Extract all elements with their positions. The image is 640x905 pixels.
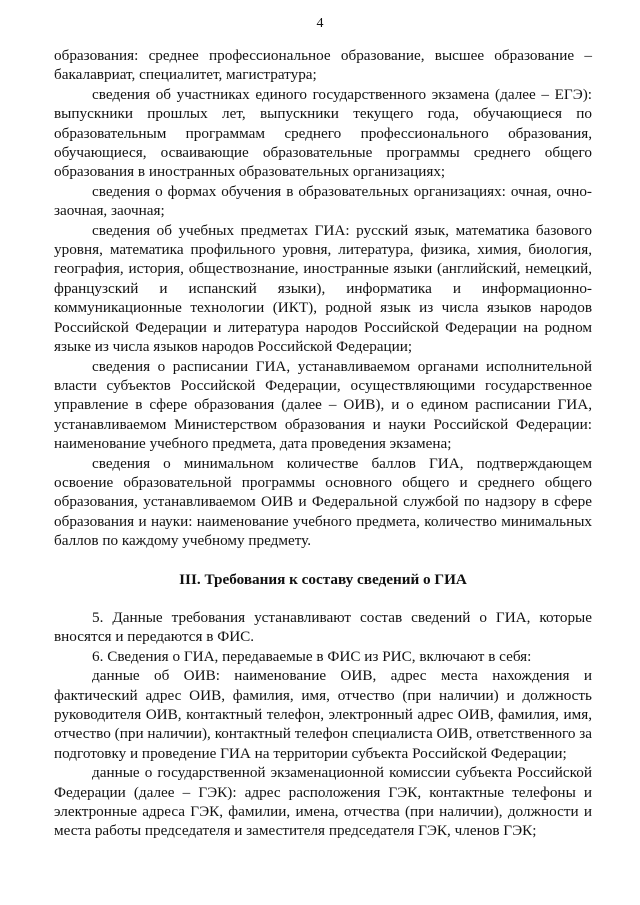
paragraph: сведения об учебных предметах ГИА: русский язык, математика базового уровня, математика профильного уровня, литература, физика, химия, биология, география, история, обществознание, иностранные языки (английский, немецкий, французский и испанский языки), информатика и информационно-коммуникационные технологии (ИКТ), родной язык из числа языков народов Российской Федерации и литература народов Российской Федерации на родном языке из числа языков народов Российской Федерации; xyxy=(54,221,592,356)
paragraph: 5. Данные требования устанавливают состав сведений о ГИА, которые вносятся и передаются в ФИС. xyxy=(54,608,592,646)
paragraph: сведения о минимальном количестве баллов ГИА, подтверждающем освоение образовательной программы основного общего и среднего общего образования, устанавливаемом ОИВ и Федеральной службой по надзору в сфере образования и науки: наименование учебного предмета, количество минимальных баллов по каждому учебному предмету. xyxy=(54,454,592,550)
paragraph: сведения об участниках единого государственного экзамена (далее – ЕГЭ): выпускники прошлых лет, выпускники текущего года, обучающиеся по образовательным программам среднего профессионального образования, обучающиеся, осваивающие образовательные программы среднего общего образования в иностранных образовательных организациях; xyxy=(54,85,592,181)
document-body xyxy=(54,46,592,841)
paragraph: сведения о расписании ГИА, устанавливаемом органами исполнительной власти субъектов Российской Федерации, осуществляющими государственное управление в сфере образования (далее – ОИВ), и о едином расписании ГИА, устанавливаемом Министерством образования и науки Российской Федерации: наименование учебного предмета, дата проведения экзамена; xyxy=(54,357,592,453)
paragraph: сведения о формах обучения в образовательных организациях: очная, очно-заочная, заочная; xyxy=(54,182,592,220)
paragraph: данные об ОИВ: наименование ОИВ, адрес места нахождения и фактический адрес ОИВ, фамилия, имя, отчество (при наличии) и должность руководителя ОИВ, контактный телефон, электронный адрес ОИВ, фамилия, имя, отчество (при наличии), контактный телефон специалиста ОИВ, ответственного за подготовку и проведение ГИА на территории субъекта Российской Федерации; xyxy=(54,667,592,762)
paragraph: 6. Сведения о ГИА, передаваемые в ФИС из РИС, включают в себя: xyxy=(92,647,532,665)
page-number: 4 xyxy=(316,16,324,31)
paragraph: данные о государственной экзаменационной комиссии субъекта Российской Федерации (далее – ГЭК): адрес расположения ГЭК, контактные телефоны и электронные адреса ГЭК, фамилии, имена, отчества (при наличии), должности и места работы председателя и заместителя председателя ГЭК, членов ГЭК; xyxy=(54,764,592,840)
section-heading: III. Требования к составу сведений о ГИА xyxy=(179,570,467,588)
paragraph: образования: среднее профессиональное образование, высшее образование – бакалавриат, специалитет, магистратура; xyxy=(54,47,592,84)
